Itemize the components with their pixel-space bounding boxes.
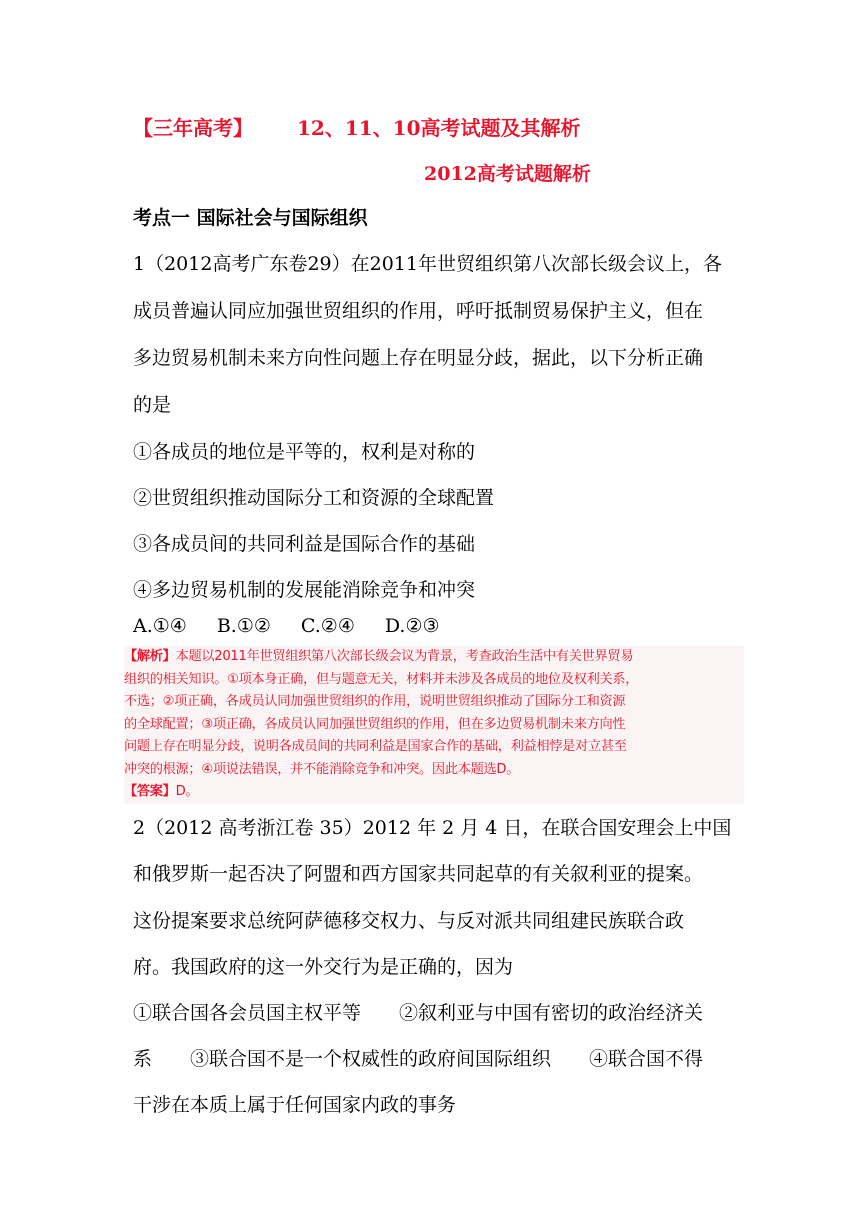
analysis-line-2: 组织的相关知识。①项本身正确，但与题意无关，材料并未涉及各成员的地位及权利关系， — [124, 671, 639, 687]
question1-statement-1: ①各成员的地位是平等的，权利是对称的 — [133, 441, 476, 463]
analysis-line-6: 冲突的根源；④项说法错误，并不能消除竞争和冲突。因此本题选D。 — [124, 761, 520, 777]
answer-tag: 【答案】 — [124, 784, 176, 799]
header-tag: 【三年高考】 — [133, 116, 253, 140]
question1-line-1: 1（2012高考广东卷29）在2011年世贸组织第八次部长级会议上，各 — [133, 253, 722, 275]
question2-line-1: 2（2012 高考浙江卷 35）2012 年 2 月 4 日，在联合国安理会上中国 — [133, 817, 732, 839]
document-header — [133, 116, 581, 140]
header-title: 12、11、10高考试题及其解析 — [297, 116, 581, 140]
section-title: 考点一 国际社会与国际组织 — [133, 207, 368, 229]
question2-statements-line-2: 系 ③联合国不是一个权威性的政府间国际组织 ④联合国不得 — [133, 1048, 704, 1070]
question2-line-4: 府。我国政府的这一外交行为是正确的，因为 — [133, 956, 514, 978]
document-subheader: 2012高考试题解析 — [424, 163, 591, 185]
answer-value: D。 — [175, 784, 199, 799]
question1-analysis — [124, 646, 744, 804]
option-c: C.②④ — [300, 615, 355, 637]
question1-line-4: 的是 — [133, 394, 172, 416]
question1-statement-2: ②世贸组织推动国际分工和资源的全球配置 — [133, 487, 495, 509]
option-b: B.①② — [216, 615, 271, 637]
question1-line-2: 成员普遍认同应加强世贸组织的作用，呼吁抵制贸易保护主义，但在 — [133, 300, 704, 322]
question1-line-3: 多边贸易机制未来方向性问题上存在明显分歧，据此，以下分析正确 — [133, 347, 704, 369]
answer-line — [124, 781, 744, 804]
question1-options — [133, 614, 470, 638]
question2-line-2: 和俄罗斯一起否决了阿盟和西方国家共同起草的有关叙利亚的提案。 — [133, 863, 704, 885]
question1-statement-3: ③各成员间的共同利益是国际合作的基础 — [133, 533, 476, 555]
analysis-line-4: 的全球配置；③项正确，各成员认同加强世贸组织的作用，但在多边贸易机制未来方向性 — [124, 716, 626, 732]
question1-statement-4: ④多边贸易机制的发展能消除竞争和冲突 — [133, 579, 476, 601]
option-a: A.①④ — [133, 615, 187, 637]
analysis-line-5: 问题上存在明显分歧，说明各成员间的共同利益是国家合作的基础，利益相悖是对立甚至 — [124, 739, 627, 754]
analysis-tag: 【解析】 — [124, 649, 176, 664]
question2-line-3: 这份提案要求总统阿萨德移交权力、与反对派共同组建民族联合政 — [133, 910, 685, 932]
analysis-line-3: 不选；②项正确，各成员认同加强世贸组织的作用，说明世贸组织推动了国际分工和资源 — [124, 694, 626, 709]
analysis-line-1: 【解析】本题以2011年世贸组织第八次部长级会议为背景，考查政治生活中有关世界贸易 — [124, 649, 634, 664]
question2-statements-line-3: 干涉在本质上属于任何国家内政的事务 — [133, 1094, 457, 1116]
option-d: D.②③ — [384, 615, 440, 637]
question2-statements-line-1: ①联合国各会员国主权平等 ②叙利亚与中国有密切的政治经济关 — [133, 1002, 704, 1024]
